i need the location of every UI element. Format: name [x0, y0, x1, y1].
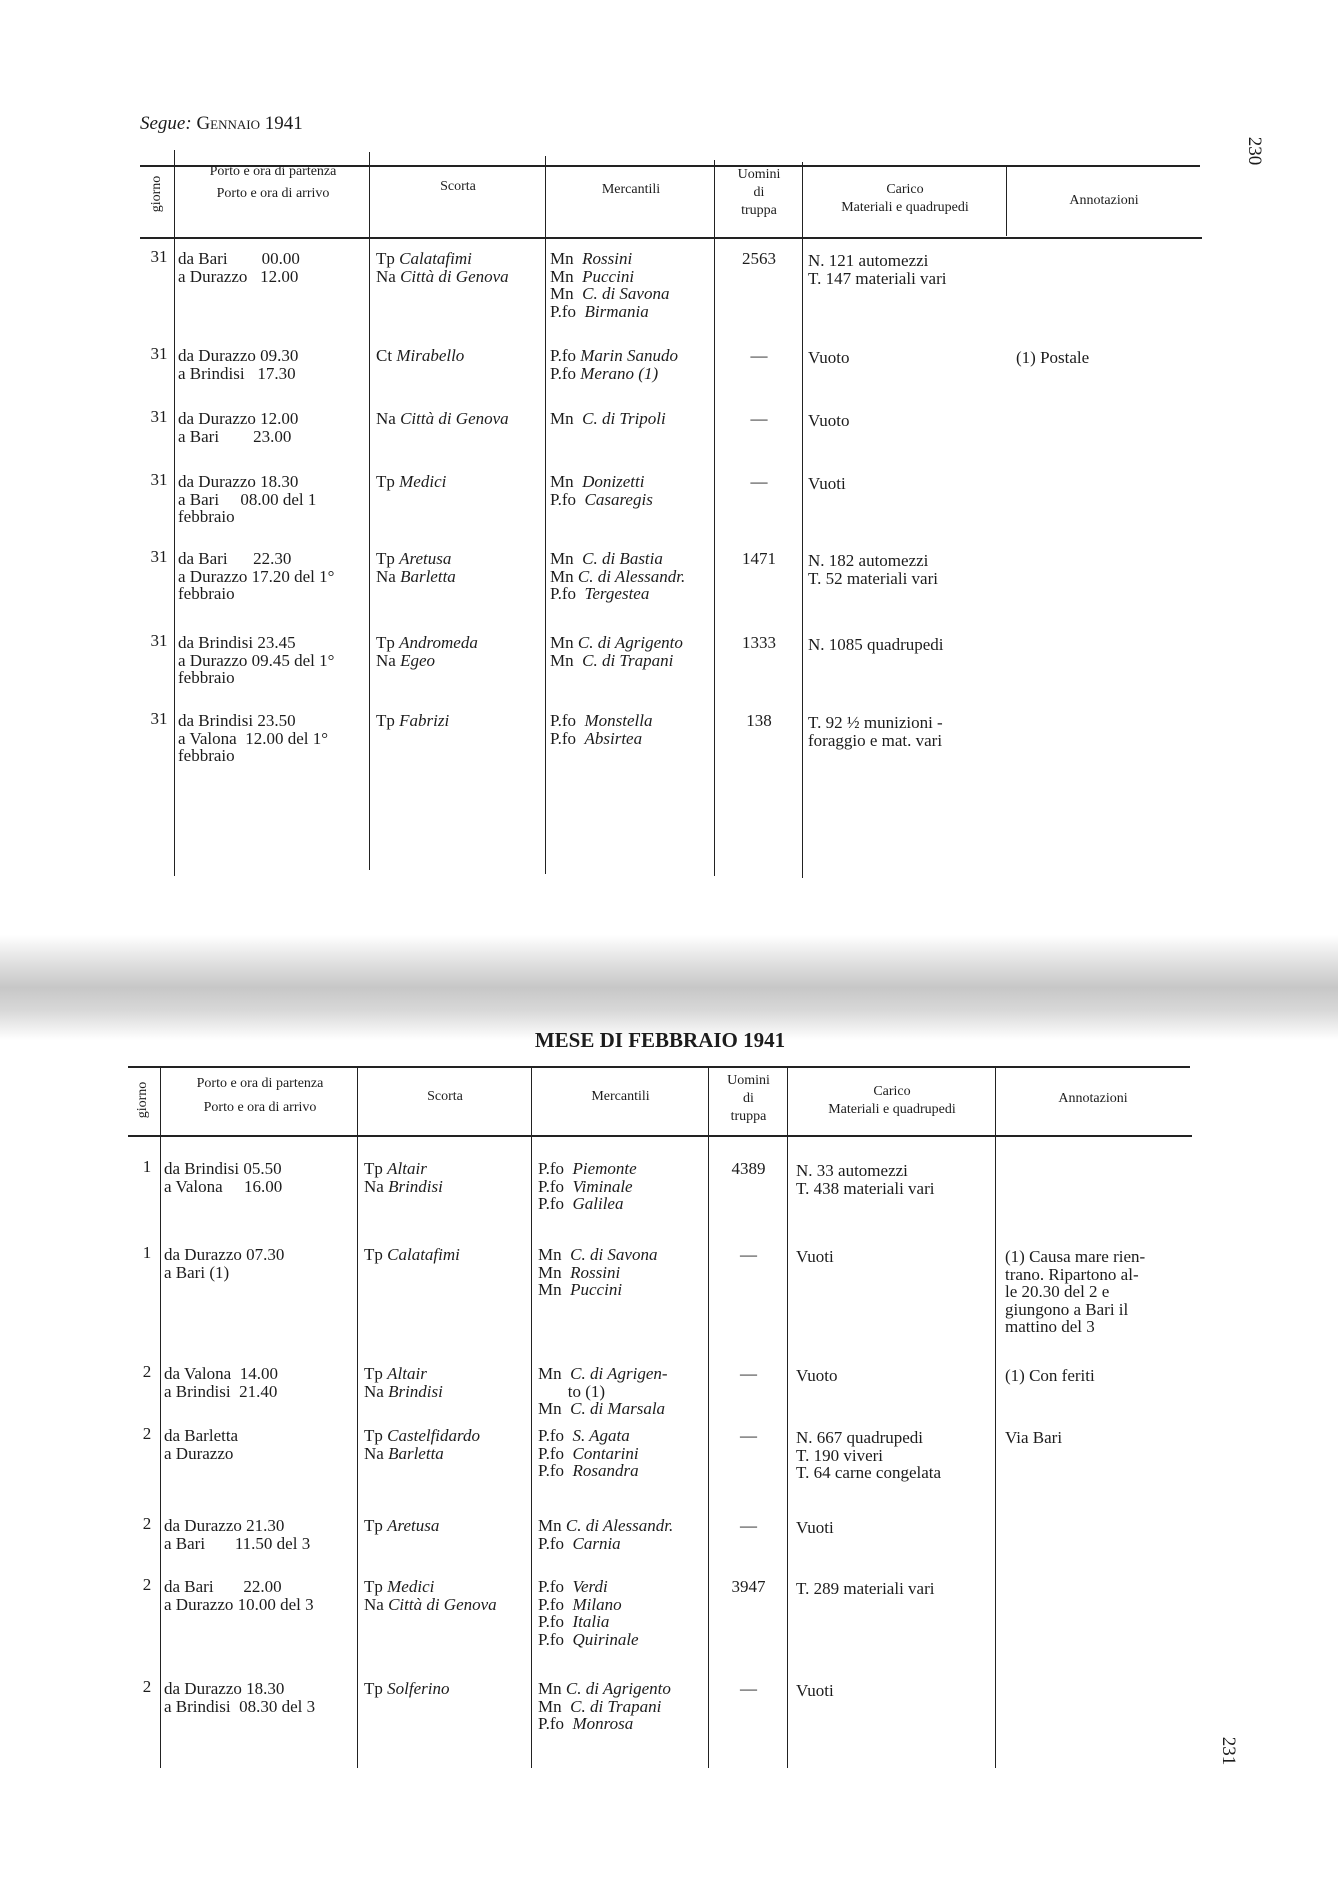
truppa-cell-line: —: [740, 1245, 757, 1264]
giorno-cell: [148, 710, 170, 728]
carico-cell-line: Vuoto: [796, 1366, 838, 1385]
annotazioni-cell-line: giungono a Bari il: [1005, 1299, 1129, 1319]
header-top-rule: [128, 1066, 1190, 1068]
truppa-cell: [716, 347, 802, 365]
truppa-cell-line: —: [740, 1516, 757, 1535]
mercantili-cell-line: Mn C. di Agrigento: [550, 633, 683, 652]
carico-cell: [796, 1429, 941, 1482]
porto-cell-line: a Valona 16.00: [164, 1176, 283, 1196]
col-rule: [545, 156, 546, 874]
col-rule: [357, 1068, 358, 1768]
mercantili-cell-line: P.fo Casaregis: [550, 489, 653, 509]
col-header-mercantili: Mercantili: [591, 1089, 650, 1104]
scorta-cell: [376, 347, 464, 365]
giorno-cell-line: 31: [150, 407, 168, 426]
carico-cell-line: N. 182 automezzi: [808, 551, 929, 570]
giorno-cell: [136, 1244, 158, 1262]
porto-cell-line: da Durazzo 18.30: [178, 472, 299, 491]
carico-cell-line: Vuoto: [808, 411, 850, 430]
col-header-giorno: giorno: [135, 1081, 150, 1119]
mercantili-cell-line: P.fo Quirinale: [538, 1629, 639, 1649]
giorno-cell: [136, 1678, 158, 1696]
giorno-cell: [136, 1158, 158, 1176]
annotazioni-cell-line: (1) Postale: [1016, 348, 1090, 367]
annotazioni-cell: [1005, 1429, 1062, 1447]
mercantili-cell-line: P.fo Tergestea: [550, 584, 650, 603]
mercantili-cell: [550, 634, 683, 669]
page-number-top: 230: [1244, 136, 1265, 166]
annotazioni-cell: [1005, 1367, 1095, 1385]
mercantili-cell: [550, 410, 666, 428]
mercantili-cell: [538, 1578, 639, 1648]
col-header-annotazioni: Annotazioni: [1058, 1091, 1128, 1106]
scorta-cell: [364, 1578, 497, 1613]
porto-cell-line: a Brindisi 08.30 del 3: [164, 1696, 316, 1716]
porto-cell-line: a Bari (1): [164, 1262, 230, 1282]
giorno-cell: [136, 1425, 158, 1443]
scorta-cell-line: Tp Calatafimi: [364, 1245, 460, 1264]
truppa-cell: [710, 1427, 787, 1445]
mercantili-cell-line: P.fo Carnia: [538, 1533, 621, 1553]
col-header-carico: [805, 181, 1005, 217]
scorta-cell-line: Na Barletta: [376, 566, 456, 586]
scorta-cell-line: Tp Medici: [364, 1577, 435, 1596]
truppa-cell-line: —: [750, 472, 768, 491]
scorta-cell: [364, 1517, 439, 1535]
scorta-cell-line: Na Brindisi: [364, 1381, 443, 1401]
mercantili-cell-line: P.fo Milano: [538, 1594, 622, 1614]
col-header-giorno: giorno: [149, 175, 164, 213]
col-rule: [787, 1068, 788, 1768]
mercantili-cell-line: Mn C. di Tripoli: [550, 409, 666, 428]
porto-cell-line: a Bari 08.00 del 1: [178, 489, 317, 509]
truppa-cell-line: 4389: [731, 1159, 766, 1178]
scorta-cell-line: Tp Altair: [364, 1364, 427, 1383]
mercantili-cell-line: P.fo Galilea: [538, 1194, 624, 1213]
col-header-carico: [790, 1083, 994, 1119]
mercantili-cell-line: Mn C. di Marsala: [538, 1399, 666, 1418]
giorno-cell-line: 1: [142, 1243, 152, 1262]
mercantili-cell: [550, 712, 652, 747]
carico-cell-line: N. 667 quadrupedi: [796, 1428, 924, 1447]
mercantili-cell-line: P.fo Viminale: [538, 1176, 633, 1196]
porto-cell-line: a Durazzo 09.45 del 1°: [178, 650, 335, 670]
truppa-cell: [716, 410, 802, 428]
mercantili-cell-line: P.fo Monstella: [550, 711, 653, 730]
giorno-cell-line: 1: [142, 1157, 152, 1176]
carico-cell-line: Vuoti: [808, 474, 846, 493]
col-header-uomini: [716, 166, 802, 220]
annotazioni-cell-line: (1) Causa mare rien-: [1005, 1247, 1146, 1266]
mercantili-cell-line: Mn C. di Alessandr.: [550, 566, 686, 586]
mercantili-cell: [550, 550, 685, 603]
col-header-porto-line1: Porto e ora di partenza: [196, 1076, 324, 1091]
page-title-bottom: MESE DI FEBBRAIO 1941: [534, 1028, 786, 1052]
scorta-cell: [364, 1160, 443, 1195]
annotazioni-cell: [1005, 1248, 1145, 1336]
carico-cell-line: N. 33 automezzi: [796, 1161, 908, 1180]
mercantili-cell: [550, 347, 678, 382]
truppa-cell: [710, 1680, 787, 1698]
truppa-cell-line: —: [740, 1364, 757, 1383]
page-header: [140, 113, 303, 135]
mercantili-cell: [538, 1517, 673, 1552]
carico-cell-line: Vuoti: [796, 1518, 834, 1537]
porto-cell-line: a Durazzo 17.20 del 1°: [178, 566, 335, 586]
carico-cell: [808, 475, 846, 493]
mercantili-cell-line: Mn Donizetti: [550, 472, 645, 491]
carico-cell-line: foraggio e mat. vari: [808, 730, 943, 750]
scorta-cell-line: Tp Aretusa: [376, 549, 452, 568]
giorno-cell: [148, 248, 170, 266]
porto-cell: [164, 1680, 315, 1715]
truppa-cell-line: 1333: [742, 633, 776, 652]
col-header-porto: [178, 163, 368, 203]
col-header-uomini-line: truppa: [730, 1109, 767, 1124]
porto-cell: [164, 1578, 314, 1613]
mercantili-cell-line: Mn C. di Savona: [538, 1245, 658, 1264]
porto-cell-line: febbraio: [178, 507, 235, 526]
col-header-carico-line: Carico: [886, 182, 924, 197]
col-header-porto-line2: Porto e ora di arrivo: [216, 186, 330, 201]
porto-cell-line: a Bari 11.50 del 3: [164, 1533, 311, 1553]
scorta-cell-line: Na Città di Genova: [376, 266, 509, 286]
scorta-cell-line: Tp Aretusa: [364, 1516, 440, 1535]
scorta-cell: [364, 1680, 449, 1698]
annotazioni-cell-line: mattino del 3: [1005, 1317, 1095, 1336]
annotazioni-cell-line: trano. Ripartono al-: [1005, 1264, 1139, 1284]
porto-cell: [164, 1365, 278, 1400]
mercantili-cell-line: P.fo Verdi: [538, 1577, 608, 1596]
scorta-cell: [376, 410, 509, 428]
giorno-cell-line: 2: [142, 1424, 152, 1443]
col-rule: [708, 1068, 709, 1768]
mercantili-cell: [550, 473, 653, 508]
mercantili-cell-line: Mn Rossini: [550, 249, 633, 268]
giorno-cell-line: 2: [142, 1575, 152, 1594]
scorta-cell-line: Na Città di Genova: [376, 409, 509, 428]
porto-cell-line: febbraio: [178, 584, 235, 603]
col-header-carico-line: Materiali e quadrupedi: [828, 1102, 956, 1117]
scorta-cell-line: Tp Andromeda: [376, 633, 478, 652]
porto-cell-line: a Durazzo 12.00: [178, 266, 299, 286]
mercantili-cell-line: Mn C. di Trapani: [538, 1696, 662, 1716]
porto-cell-line: a Brindisi 17.30: [178, 363, 296, 383]
mercantili-cell-line: P.fo Merano (1): [550, 363, 659, 383]
scorta-cell: [376, 550, 456, 585]
carico-cell-line: T. 190 viveri: [796, 1445, 884, 1465]
truppa-cell: [710, 1578, 787, 1596]
porto-cell: [178, 550, 334, 603]
scorta-cell-line: Tp Fabrizi: [376, 711, 450, 730]
porto-cell-line: da Bari 22.00: [164, 1577, 282, 1596]
porto-cell-line: da Bari 00.00: [178, 249, 300, 268]
giorno-cell: [148, 548, 170, 566]
porto-cell-line: a Brindisi 21.40: [164, 1381, 278, 1401]
mercantili-cell-line: to (1): [538, 1381, 606, 1401]
truppa-cell-line: 2563: [742, 249, 776, 268]
giorno-cell-line: 31: [150, 709, 168, 728]
carico-cell: [796, 1162, 934, 1197]
annotazioni-cell-line: Via Bari: [1005, 1428, 1063, 1447]
mercantili-cell-line: P.fo Birmania: [550, 301, 649, 321]
header-bottom-rule: [140, 237, 1202, 239]
giorno-cell-line: 31: [150, 547, 168, 566]
porto-cell-line: da Durazzo 21.30: [164, 1516, 285, 1535]
col-header-carico-line: Carico: [873, 1084, 911, 1099]
col-header-annotazioni: Annotazioni: [1069, 193, 1139, 208]
col-header-scorta: Scorta: [440, 179, 476, 194]
porto-cell-line: a Valona 12.00 del 1°: [178, 728, 329, 748]
col-rule: [995, 1068, 996, 1768]
giorno-cell-line: 2: [142, 1514, 152, 1533]
porto-cell-line: da Durazzo 09.30: [178, 346, 299, 365]
mercantili-cell: [538, 1160, 637, 1213]
mercantili-cell-line: P.fo Absirtea: [550, 728, 643, 748]
mercantili-cell-line: P.fo Monrosa: [538, 1714, 634, 1733]
mercantili-cell-line: Mn Puccini: [550, 266, 635, 286]
carico-cell-line: Vuoti: [796, 1681, 834, 1700]
carico-cell: [808, 412, 849, 430]
giorno-cell: [148, 471, 170, 489]
carico-cell: [796, 1248, 834, 1266]
header-month: Gennaio 1941: [196, 113, 303, 134]
col-header-uomini-line: Uomini: [727, 1073, 770, 1088]
giorno-cell: [136, 1576, 158, 1594]
scorta-cell-line: Ct Mirabello: [376, 346, 465, 365]
truppa-cell-line: —: [740, 1426, 757, 1445]
porto-cell-line: a Bari 23.00: [178, 426, 292, 446]
col-rule: [531, 1068, 532, 1768]
annotazioni-cell: [1016, 349, 1089, 367]
carico-cell: [808, 714, 943, 749]
truppa-cell-line: 3947: [731, 1577, 766, 1596]
col-rule: [174, 150, 175, 876]
carico-cell: [808, 349, 849, 367]
porto-cell: [164, 1160, 282, 1195]
truppa-cell-line: —: [750, 346, 768, 365]
carico-cell-line: Vuoti: [796, 1247, 834, 1266]
annotazioni-cell-line: (1) Con feriti: [1005, 1366, 1095, 1385]
mercantili-cell: [538, 1427, 639, 1480]
giorno-cell: [148, 632, 170, 650]
col-header-uomini-line: di: [743, 1091, 754, 1106]
col-rule: [714, 160, 715, 876]
mercantili-cell-line: Mn C. di Bastia: [550, 549, 663, 568]
truppa-cell: [716, 550, 802, 568]
scorta-cell: [376, 712, 449, 730]
col-header-uomini-line: Uomini: [737, 167, 781, 182]
porto-cell-line: da Durazzo 12.00: [178, 409, 299, 428]
giorno-cell-line: 2: [142, 1362, 152, 1381]
porto-cell-line: a Durazzo 10.00 del 3: [164, 1594, 314, 1614]
giorno-cell-line: 31: [150, 344, 168, 363]
mercantili-cell-line: P.fo Rosandra: [538, 1461, 639, 1480]
scorta-cell: [376, 634, 478, 669]
col-header-uomini-line: di: [753, 185, 765, 200]
mercantili-cell-line: P.fo Contarini: [538, 1443, 639, 1463]
truppa-cell-line: 138: [746, 711, 772, 730]
scorta-cell-line: Tp Altair: [364, 1159, 427, 1178]
col-rule: [160, 1068, 161, 1768]
scorta-cell-line: Tp Castelfidardo: [364, 1426, 481, 1445]
porto-cell-line: da Barletta: [164, 1426, 239, 1445]
carico-cell-line: N. 1085 quadrupedi: [808, 635, 944, 654]
carico-cell-line: T. 438 materiali vari: [796, 1178, 935, 1198]
scorta-cell-line: Na Egeo: [376, 650, 436, 670]
col-rule: [369, 152, 370, 870]
col-header-carico-line: Materiali e quadrupedi: [841, 200, 969, 215]
truppa-cell: [710, 1160, 787, 1178]
truppa-cell: [716, 473, 802, 491]
carico-cell-line: T. 64 carne congelata: [796, 1463, 942, 1482]
scorta-cell: [364, 1365, 443, 1400]
page-number-bottom: 231: [1218, 1736, 1239, 1766]
mercantili-cell-line: P.fo Piemonte: [538, 1159, 637, 1178]
mercantili-cell-line: Mn Rossini: [538, 1262, 621, 1282]
porto-cell-line: a Durazzo: [164, 1443, 234, 1463]
porto-cell-line: da Bari 22.30: [178, 549, 292, 568]
carico-cell-line: T. 92 ½ munizioni -: [808, 713, 943, 732]
mercantili-cell-line: Mn C. di Agrigen-: [538, 1364, 668, 1383]
porto-cell: [178, 634, 334, 687]
giorno-cell: [136, 1515, 158, 1533]
scorta-cell-line: Na Città di Genova: [364, 1594, 497, 1614]
col-header-uomini: [710, 1072, 787, 1126]
carico-cell-line: T. 52 materiali vari: [808, 568, 938, 588]
porto-cell-line: da Valona 14.00: [164, 1364, 278, 1383]
carico-cell-line: Vuoto: [808, 348, 850, 367]
scorta-cell-line: Tp Solferino: [364, 1679, 450, 1698]
annotazioni-cell-line: le 20.30 del 2 e: [1005, 1282, 1110, 1301]
giorno-cell-line: 31: [150, 631, 168, 650]
porto-cell-line: da Brindisi 23.45: [178, 633, 296, 652]
truppa-cell: [710, 1517, 787, 1535]
col-header-porto-line1: Porto e ora di partenza: [209, 164, 337, 179]
truppa-cell: [710, 1365, 787, 1383]
col-rule: [802, 162, 803, 878]
page-gutter: [0, 935, 1338, 1040]
col-header-uomini-line: truppa: [741, 203, 777, 218]
porto-cell-line: febbraio: [178, 668, 235, 687]
porto-cell-line: febbraio: [178, 746, 235, 765]
giorno-cell: [148, 408, 170, 426]
truppa-cell: [716, 634, 802, 652]
mercantili-cell-line: P.fo Italia: [538, 1612, 610, 1631]
carico-cell: [808, 252, 946, 287]
header-bottom-rule: [128, 1135, 1192, 1137]
col-header-porto-line2: Porto e ora di arrivo: [203, 1100, 317, 1115]
mercantili-cell: [538, 1365, 668, 1418]
giorno-cell-line: 2: [142, 1677, 152, 1696]
porto-cell: [178, 250, 300, 285]
mercantili-cell: [550, 250, 669, 320]
col-rule: [1006, 166, 1007, 236]
scorta-cell: [376, 250, 509, 285]
carico-cell: [796, 1367, 837, 1385]
porto-cell: [178, 410, 298, 445]
mercantili-cell-line: Mn C. di Alessandr.: [538, 1516, 674, 1535]
porto-cell: [164, 1517, 310, 1552]
truppa-cell-line: 1471: [742, 549, 776, 568]
giorno-cell-line: 31: [150, 470, 168, 489]
col-header-scorta: Scorta: [427, 1089, 463, 1104]
porto-cell-line: da Durazzo 18.30: [164, 1679, 285, 1698]
truppa-cell: [716, 250, 802, 268]
scorta-cell: [364, 1246, 460, 1264]
porto-cell-line: da Brindisi 23.50: [178, 711, 296, 730]
mercantili-cell-line: Mn C. di Agrigento: [538, 1679, 671, 1698]
giorno-cell: [136, 1363, 158, 1381]
truppa-cell: [716, 712, 802, 730]
mercantili-cell-line: Mn C. di Savona: [550, 284, 670, 303]
col-header-porto: [164, 1075, 356, 1117]
carico-cell-line: N. 121 automezzi: [808, 251, 929, 270]
carico-cell-line: T. 147 materiali vari: [808, 268, 947, 288]
header-prefix: Segue:: [140, 113, 192, 134]
porto-cell: [164, 1427, 238, 1462]
scorta-cell-line: Na Barletta: [364, 1443, 444, 1463]
mercantili-cell-line: P.fo Marin Sanudo: [550, 346, 678, 365]
scorta-cell-line: Na Brindisi: [364, 1176, 443, 1196]
carico-cell: [808, 636, 944, 654]
porto-cell: [164, 1246, 284, 1281]
mercantili-cell: [538, 1680, 671, 1733]
scorta-cell-line: Tp Medici: [376, 472, 447, 491]
truppa-cell: [710, 1246, 787, 1264]
porto-cell-line: da Durazzo 07.30: [164, 1245, 285, 1264]
truppa-cell-line: —: [750, 409, 768, 428]
carico-cell: [796, 1519, 834, 1537]
carico-cell: [796, 1682, 834, 1700]
porto-cell: [178, 347, 298, 382]
mercantili-cell: [538, 1246, 657, 1299]
carico-cell-line: T. 289 materiali vari: [796, 1579, 935, 1598]
mercantili-cell-line: P.fo S. Agata: [538, 1426, 630, 1445]
scorta-cell-line: Tp Calatafimi: [376, 249, 472, 268]
scorta-cell: [376, 473, 446, 491]
mercantili-cell-line: Mn Puccini: [538, 1280, 623, 1299]
porto-cell-line: da Brindisi 05.50: [164, 1159, 282, 1178]
scorta-cell: [364, 1427, 480, 1462]
col-header-mercantili: Mercantili: [601, 182, 661, 197]
giorno-cell-line: 31: [150, 247, 168, 266]
giorno-cell: [148, 345, 170, 363]
porto-cell: [178, 712, 328, 765]
truppa-cell-line: —: [740, 1679, 757, 1698]
carico-cell: [796, 1580, 934, 1598]
porto-cell: [178, 473, 316, 526]
mercantili-cell-line: Mn C. di Trapani: [550, 650, 674, 670]
carico-cell: [808, 552, 938, 587]
